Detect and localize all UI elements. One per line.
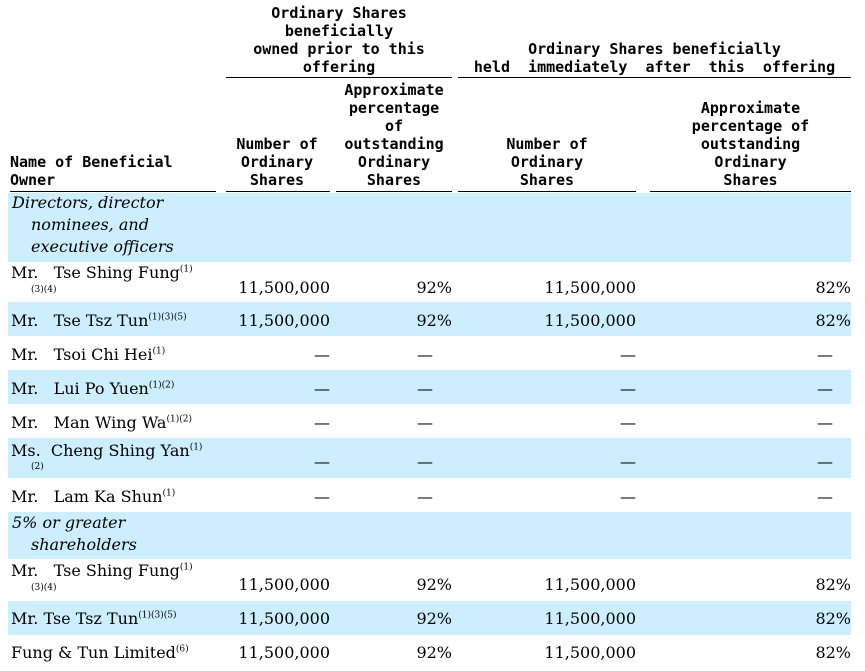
section-label-directors-1: Directors, director: [12, 193, 164, 212]
row-name: [11, 413, 192, 432]
row-after-shares: —: [620, 345, 636, 364]
row-footnote-ref: (1): [179, 562, 193, 573]
row-footnote-ref: (1): [179, 264, 193, 275]
row-prior-shares: 11,500,000: [238, 575, 330, 594]
row-title: Mr.: [11, 311, 39, 330]
row-name: [11, 263, 193, 282]
row-prior-shares: 11,500,000: [238, 643, 330, 662]
row-name: [11, 379, 174, 398]
row-footnote-ref: (1)(2): [166, 414, 192, 425]
row-after-shares: 11,500,000: [544, 609, 636, 628]
row-name: [11, 487, 175, 506]
row-after-pct: —: [817, 413, 833, 432]
row-after-shares: 11,500,000: [544, 278, 636, 297]
row-after-shares: —: [620, 452, 636, 471]
row-footnote-ref-2: (3)(4): [31, 285, 57, 295]
header-prior-pct-rule: [336, 191, 452, 192]
row-footnote-ref-2: (2): [31, 462, 44, 472]
row-title: Mr.: [11, 413, 39, 432]
row-prior-pct: —: [417, 413, 433, 432]
header-prior-number-rule: [226, 191, 330, 192]
section-label-directors-2: nominees, and: [31, 215, 149, 234]
row-footnote-ref-2: (3)(4): [31, 583, 57, 593]
row-after-shares: —: [620, 413, 636, 432]
header-prior-pct: Approximate percentage of outstanding Ordinary Shares: [344, 81, 444, 189]
row-name: [11, 643, 189, 662]
row-after-pct: 82%: [815, 609, 851, 628]
row-prior-pct: —: [417, 379, 433, 398]
row-name: [11, 311, 187, 330]
row-after-pct: —: [817, 345, 833, 364]
section-label-shareholders-2: shareholders: [31, 535, 137, 554]
row-owner-name: Tse Shing Fung: [53, 561, 180, 580]
row-prior-pct: 92%: [416, 311, 452, 330]
section-label-directors-3: executive officers: [31, 237, 174, 256]
row-prior-shares: 11,500,000: [238, 278, 330, 297]
row-after-shares: —: [620, 487, 636, 506]
row-after-shares: 11,500,000: [544, 643, 636, 662]
row-footnote-ref: (1): [152, 346, 166, 357]
header-prior-group-rule: [226, 77, 452, 78]
header-after-group-line2: held immediately after this offering: [473, 58, 836, 76]
row-title: Mr.: [11, 379, 39, 398]
row-prior-shares: 11,500,000: [238, 311, 330, 330]
row-owner-name: Man Wing Wa: [53, 413, 167, 432]
row-owner-name: Tse Tsz Tun: [53, 311, 149, 330]
row-prior-pct: 92%: [416, 643, 452, 662]
row-footnote-ref: (6): [175, 644, 189, 655]
header-after-number-rule: [458, 191, 636, 192]
header-prior-group: Ordinary Shares beneficially owned prior to this offering: [253, 4, 425, 76]
header-after-pct-rule: [650, 191, 851, 192]
row-footnote-ref: (1): [162, 488, 176, 499]
row-after-shares: 11,500,000: [544, 575, 636, 594]
row-name: [11, 441, 202, 460]
row-name: [11, 609, 177, 628]
row-after-pct: 82%: [815, 575, 851, 594]
row-owner-name: Lam Ka Shun: [53, 487, 163, 506]
row-prior-pct: —: [417, 452, 433, 471]
row-name: [11, 561, 193, 580]
row-footnote-ref: (1)(2): [148, 380, 175, 391]
row-owner-name: Tsoi Chi Hei: [53, 345, 153, 364]
row-owner-name: Tse Tsz Tun: [43, 609, 139, 628]
row-after-pct: 82%: [815, 278, 851, 297]
row-after-pct: —: [817, 452, 833, 471]
row-prior-pct: 92%: [416, 609, 452, 628]
section-label-shareholders-1: 5% or greater: [12, 513, 126, 532]
header-prior-number: Number of Ordinary Shares: [236, 135, 318, 189]
row-title: Mr.: [11, 487, 39, 506]
row-owner-name: Cheng Shing Yan: [50, 441, 190, 460]
header-after-number: Number of Ordinary Shares: [506, 135, 588, 189]
row-after-pct: 82%: [815, 643, 851, 662]
row-name: [11, 345, 165, 364]
row-title: Ms.: [11, 441, 41, 460]
row-prior-shares: —: [314, 413, 330, 432]
row-title: Mr.: [11, 263, 39, 282]
row-prior-pct: —: [417, 487, 433, 506]
header-after-group-rule: [458, 77, 851, 78]
header-name-col: Name of Beneficial Owner: [10, 153, 173, 189]
row-after-pct: —: [817, 379, 833, 398]
row-prior-shares: —: [314, 487, 330, 506]
row-owner-name: Lui Po Yuen: [53, 379, 149, 398]
row-title: Mr.: [11, 561, 39, 580]
row-title: Mr.: [11, 345, 39, 364]
row-prior-pct: 92%: [416, 575, 452, 594]
row-after-pct: 82%: [815, 311, 851, 330]
row-footnote-ref: (1)(3)(5): [148, 312, 187, 323]
row-after-shares: —: [620, 379, 636, 398]
row-prior-pct: —: [417, 345, 433, 364]
header-after-group-line1: Ordinary Shares beneficially: [528, 40, 781, 58]
row-prior-shares: —: [314, 379, 330, 398]
row-prior-shares: —: [314, 452, 330, 471]
row-after-shares: 11,500,000: [544, 311, 636, 330]
row-after-pct: —: [817, 487, 833, 506]
header-after-pct: Approximate percentage of outstanding Ordinary Shares: [691, 99, 810, 189]
row-owner-name: Fung & Tun Limited: [11, 643, 176, 662]
row-owner-name: Tse Shing Fung: [53, 263, 180, 282]
row-footnote-ref: (1)(3)(5): [138, 610, 177, 621]
row-prior-shares: 11,500,000: [238, 609, 330, 628]
row-footnote-ref: (1): [189, 442, 203, 453]
row-title: Mr.: [11, 609, 39, 628]
row-prior-pct: 92%: [416, 278, 452, 297]
row-prior-shares: —: [314, 345, 330, 364]
